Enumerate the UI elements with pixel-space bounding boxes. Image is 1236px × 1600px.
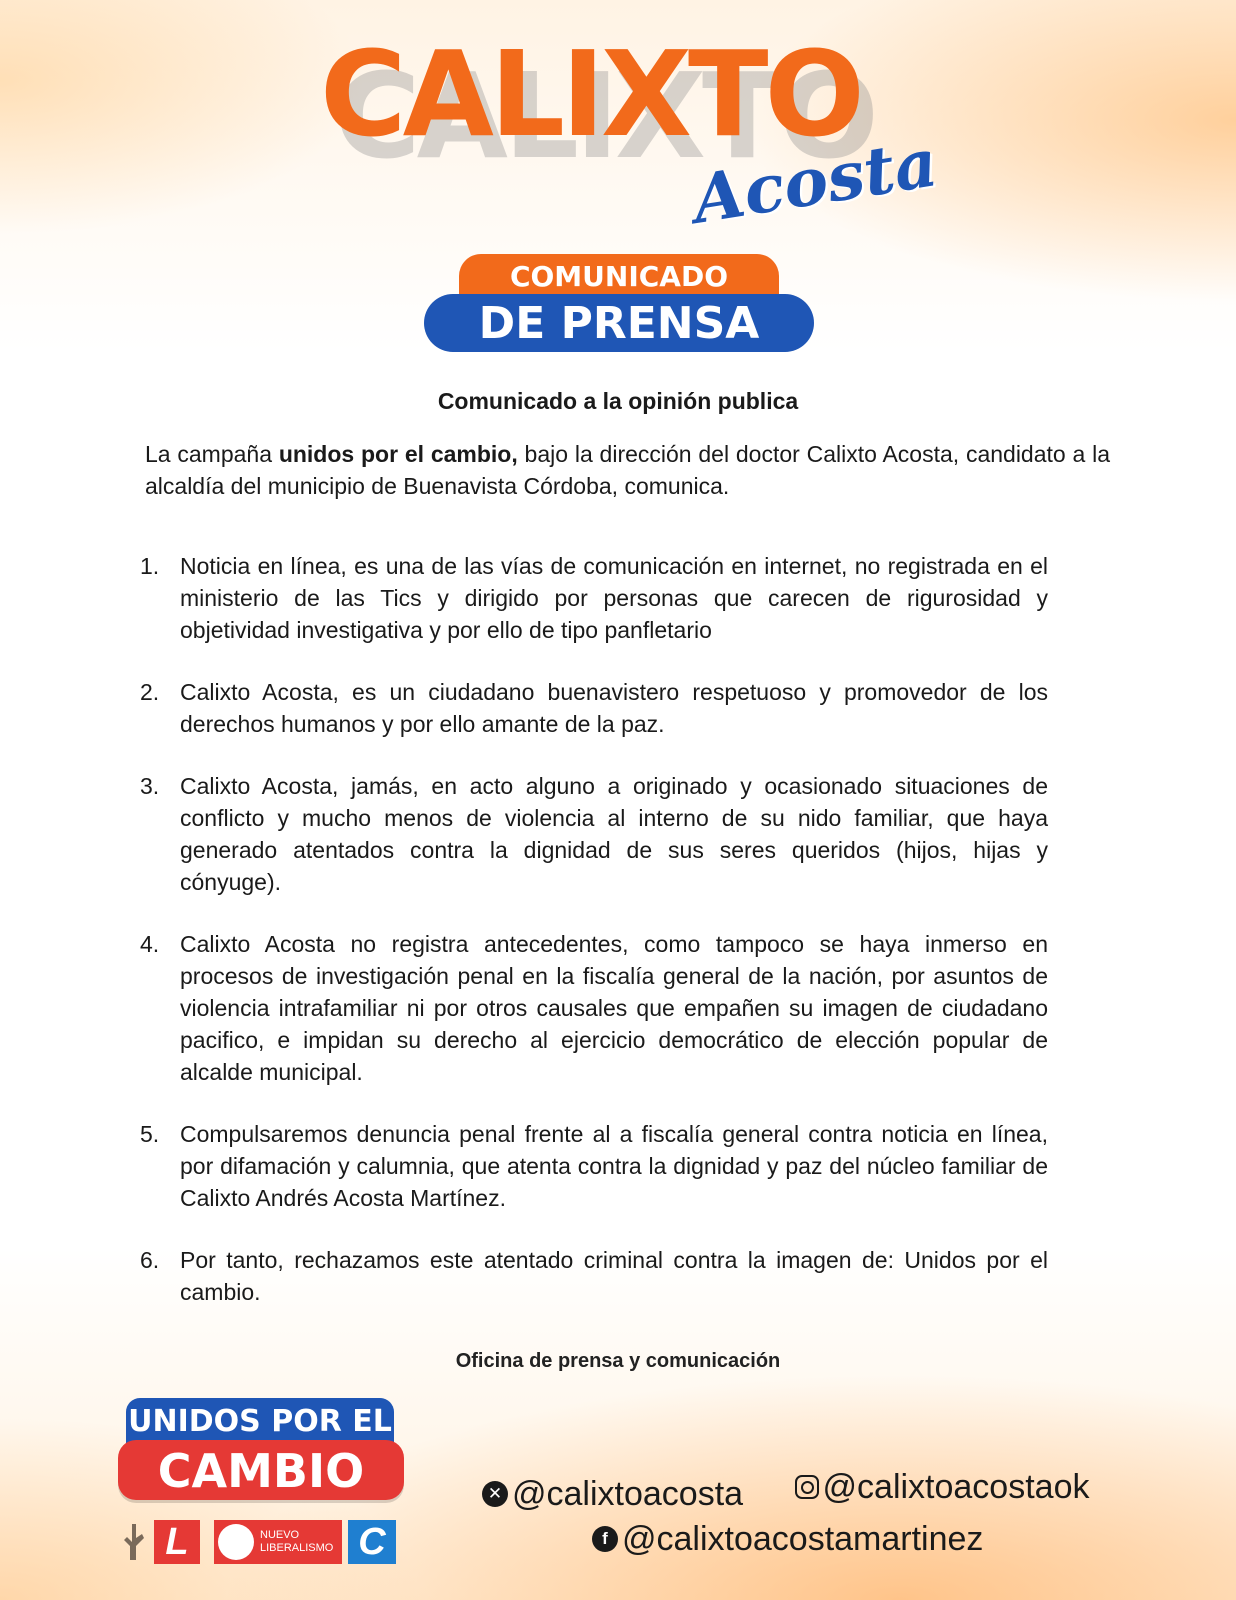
list-item-number: 1. [140, 553, 160, 579]
liberal-party-logo: L [154, 1520, 200, 1564]
list-item-text: Compulsaremos denuncia penal frente al a fiscalía general contra noticia en línea, por difamación y calumnia, que atenta contra la dignidad y paz del núcleo familiar de Calixto Andrés Acosta Martínez. [180, 1121, 1048, 1211]
facebook-icon: f [592, 1526, 618, 1552]
badge-top-label: COMUNICADO [459, 254, 779, 298]
social-row-1 [470, 1464, 1170, 1513]
hand-icon [120, 1520, 148, 1564]
list-item-text: Por tanto, rechazamos este atentado criminal contra la imagen de: Unidos por el cambio. [180, 1247, 1048, 1305]
list-item [140, 676, 1048, 740]
intro-suffix: bajo la dirección del doctor Calixto Acosta, candidato a la alcaldía del municipio de Buenavista Córdoba, comunica. [145, 441, 1110, 499]
logo-name-main: CALIXTO [320, 25, 861, 163]
list-item-number: 5. [140, 1121, 160, 1147]
list-item [140, 1244, 1048, 1308]
list-item-text: Noticia en línea, es una de las vías de comunicación en internet, no registrada en el ministerio de las Tics y dirigido por personas que carecen de rigurosidad y objetividad investigativa y por ello de tipo panfletario [180, 553, 1048, 643]
portrait-icon [218, 1524, 254, 1560]
instagram-icon [795, 1475, 819, 1499]
signature-line: Oficina de prensa y comunicación [455, 1350, 781, 1372]
list-item-text: Calixto Acosta, es un ciudadano buenavistero respetuoso y promovedor de los derechos humanos y por ello amante de la paz. [180, 679, 1048, 737]
logo-name-script: Acosta [687, 123, 943, 239]
nl-line-1: NUEVO [260, 1529, 300, 1541]
conservative-party-logo: C [348, 1520, 396, 1564]
list-item-text: Calixto Acosta no registra antecedentes, como tampoco se haya inmerso en procesos de investigación penal en la fiscalía general de la nación, por asuntos de violencia intrafamiliar ni por otros causales que empañen su imagen de ciudadano pacifico, e impidan su derecho al ejercicio democrático de elección popular de alcalde municipal. [180, 931, 1048, 1085]
statement-list [140, 550, 1048, 1338]
list-item-number: 4. [140, 931, 160, 957]
x-handle: @calixtoacosta [512, 1475, 744, 1513]
instagram-handle-link[interactable] [795, 1464, 1090, 1510]
intro-bold: unidos por el cambio, [278, 441, 518, 467]
coalition-logo [118, 1398, 404, 1566]
press-release-badge [424, 254, 814, 354]
list-item-number: 3. [140, 773, 160, 799]
badge-bottom-label: DE PRENSA [424, 294, 814, 352]
list-item [140, 928, 1048, 1088]
document-heading: Comunicado a la opinión publica [437, 388, 799, 414]
facebook-handle-link[interactable] [592, 1516, 983, 1562]
facebook-handle: @calixtoacostamartinez [622, 1520, 984, 1558]
list-item-number: 6. [140, 1247, 160, 1273]
coalition-logo-top: UNIDOS POR EL [126, 1398, 394, 1444]
party-logos [118, 1520, 404, 1564]
list-item [140, 770, 1048, 898]
list-item [140, 1118, 1048, 1214]
intro-prefix: La campaña [145, 441, 279, 467]
x-icon: ✕ [482, 1481, 508, 1507]
campaign-logo [320, 25, 943, 239]
nuevo-liberalismo-logo [214, 1520, 342, 1564]
intro-paragraph [145, 438, 1110, 502]
list-item-number: 2. [140, 679, 160, 705]
social-handles [470, 1464, 1170, 1556]
instagram-handle: @calixtoacostaok [822, 1468, 1090, 1506]
coalition-logo-bottom: CAMBIO [118, 1440, 404, 1500]
nl-line-2: LIBERALISMO [260, 1542, 334, 1554]
list-item [140, 550, 1048, 646]
list-item-text: Calixto Acosta, jamás, en acto alguno a originado y ocasionado situaciones de conflicto y mucho menos de violencia al interno de su nido familiar, que haya generado atentados contra la dignidad de sus seres queridos (hijos, hijas y cónyuge). [180, 773, 1048, 895]
